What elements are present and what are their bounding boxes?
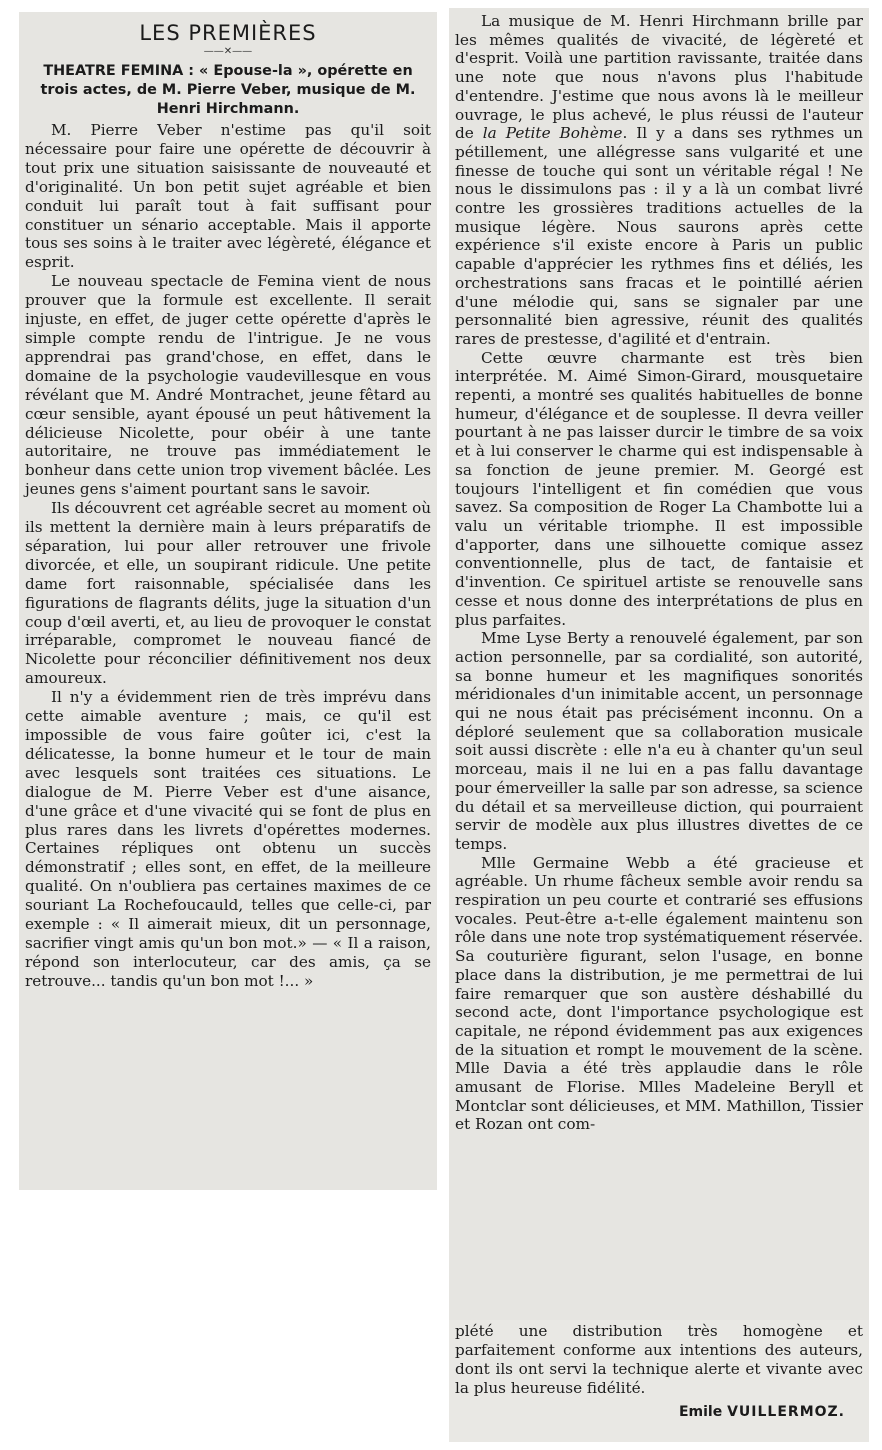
right-column-tail (449, 1320, 869, 1442)
paragraph: plété une distribution très homogène et parfaitement conforme aux intentions des auteurs, dont ils ont servi la technique alerte et vivante avec la plus heureuse fidélité. (455, 1322, 863, 1397)
left-column (19, 12, 437, 1190)
article-subhead: THEATRE FEMINA : « Epouse-la », opérette en trois actes, de M. Pierre Veber, musique de M. Henri Hirchmann. (40, 63, 416, 117)
work-title: la Petite Bohème (482, 124, 623, 143)
paragraph: M. Pierre Veber n'estime pas qu'il soit nécessaire pour faire une opérette de découvrir à tout prix une situation saisissante de nouveauté et d'originalité. Un bon petit sujet agréable et bien conduit lui paraît tout à fait suffisant pour constituer un sénario acceptable. Mais il apporte tous ses soins à le traiter avec légèreté, élégance et esprit. (25, 121, 431, 272)
paragraph (455, 12, 863, 349)
right-column (449, 8, 869, 1336)
author-signature (455, 1402, 863, 1422)
paragraph: Il n'y a évidemment rien de très imprévu dans cette aimable aventure ; mais, ce qu'il est impossible de vous faire goûter ici, c'est la délicatesse, la bonne humeur et le tour de main avec lesquels sont traitées ces situations. Le dialogue de M. Pierre Veber est d'une aisance, d'une grâce et d'une vivacité qui se font de plus en plus rares dans les livrets d'opérettes modernes. Certaines répliques ont obtenu un succès démonstratif ; elles sont, en effet, de la meilleure qualité. On n'oubliera pas certaines maximes de ce souriant La Rochefoucauld, telles que celle-ci, par exemple : « Il aimerait mieux, dit un personnage, sacrifier vingt amis qu'un bon mot.» — « Il a raison, répond son interlocuteur, car des amis, ça se retrouve... tandis qu'un bon mot !... » (25, 688, 431, 990)
paragraph: Mme Lyse Berty a renouvelé également, par son action personnelle, par sa cordialité, son autorité, sa bonne humeur et les magnifiques sonorités méridionales d'un inimitable accent, un personnage qui ne nous était pas précisément inconnu. On a déploré seulement que sa collaboration musicale soit aussi discrète : elle n'a eu à chanter qu'un seul morceau, mais il ne lui en a pas fallu davantage pour émerveiller la salle par son adresse, sa science du détail et sa merveilleuse diction, qui pourraient servir de modèle aux plus illustres divettes de ce temps. (455, 629, 863, 853)
paragraph: Mlle Germaine Webb a été gracieuse et agréable. Un rhume fâcheux semble avoir rendu sa respiration un peu courte et contrarié ses effusions vocales. Peut-être a-t-elle également maintenu son rôle dans une note trop systématiquement réservée. Sa couturière figurant, selon l'usage, en bonne place dans la distribution, je me permettrai de lui faire remarquer que son austère déshabillé du second acte, dont l'importance psychologique est capitale, ne répond évidemment pas aux exigences de la situation et rompt le mouvement de la scène. Mlle Davia a été très applaudie dans le rôle amusant de Florise. Mlles Madeleine Beryll et Montclar sont délicieuses, et MM. Mathillon, Tissier et Rozan ont com- (455, 853, 863, 1134)
signature-first-name: Emile (678, 1403, 723, 1420)
paragraph-text: La musique de M. Henri Hirchmann brille par les mêmes qualités de vivacité, de légèreté et d'esprit. Voilà une partition ravissante, traitée dans une note que nous n'avons plus l'habitude d'entendre. J'estime que nous avons là le meilleur ouvrage, le plus achevé, le plus réussi de l'auteur de (455, 12, 863, 143)
paragraph-text: . Il y a dans ses rythmes un pétillement, une allégresse sans vulgarité et une finesse de touche qui sont un véritable régal ! Ne nous le dissimulons pas : il y a là un combat livré contre les grossières traditions actuelles de la musique légère. Nous saurons après cette expérience s'il existe encore à Paris un public capable d'apprécier les rythmes fins et déliés, les orchestrations sans fracas et le pointillé aérien d'une mélodie qui, sans se signaler par une personnalité bien agressive, réunit des qualités rares de prestesse, d'agilité et d'entrain. (455, 124, 863, 348)
paragraph: Cette œuvre charmante est très bien interprétée. M. Aimé Simon-Girard, mousquetaire repenti, a montré ses qualités habituelles de bonne humeur, d'élégance et de souplesse. Il devra veiller pourtant à ne pas laisser durcir le timbre de sa voix et à lui conserver le charme qui est indispensable à sa fonction de jeune premier. M. Georgé est toujours l'intelligent et fin comédien que vous savez. Sa composition de Roger La Chambotte lui a valu un véritable triomphe. Il est impossible d'apporter, dans une silhouette comique assez conventionnelle, plus de tact, de fantaisie et d'invention. Ce spirituel artiste se renouvelle sans cesse et nous donne des interprétations de plus en plus parfaites. (455, 348, 863, 629)
signature-surname: VUILLERMOZ. (727, 1403, 845, 1420)
paragraph: Ils découvrent cet agréable secret au moment où ils mettent la dernière main à leurs préparatifs de séparation, lui pour aller retrouver une frivole divorcée, et elle, un soupirant ridicule. Une petite dame fort raisonnable, spécialisée dans les figurations de flagrants délits, juge la situation d'un coup d'œil averti, et, au lieu de provoquer le constat irréparable, compromet le nouveau fiancé de Nicolette pour réconcilier définitivement nos deux amoureux. (25, 499, 431, 688)
heading-divider: ——✕—— (203, 46, 253, 57)
section-heading: LES PREMIÈRES (139, 21, 317, 45)
paragraph: Le nouveau spectacle de Femina vient de nous prouver que la formule est excellente. Il serait injuste, en effet, de juger cette opérette d'après le simple compte rendu de l'intrigue. Je ne vous apprendrai pas grand'chose, en effet, dans le domaine de la psychologie vaudevillesque en vous révélant que M. André Montrachet, jeune fêtard au cœur sensible, ayant épousé un peut hâtivement la délicieuse Nicolette, pour obéir à une tante autoritaire, ne trouve pas immédiatement le bonheur dans cette union trop vivement bâclée. Les jeunes gens s'aiment pourtant sans le savoir. (25, 272, 431, 499)
